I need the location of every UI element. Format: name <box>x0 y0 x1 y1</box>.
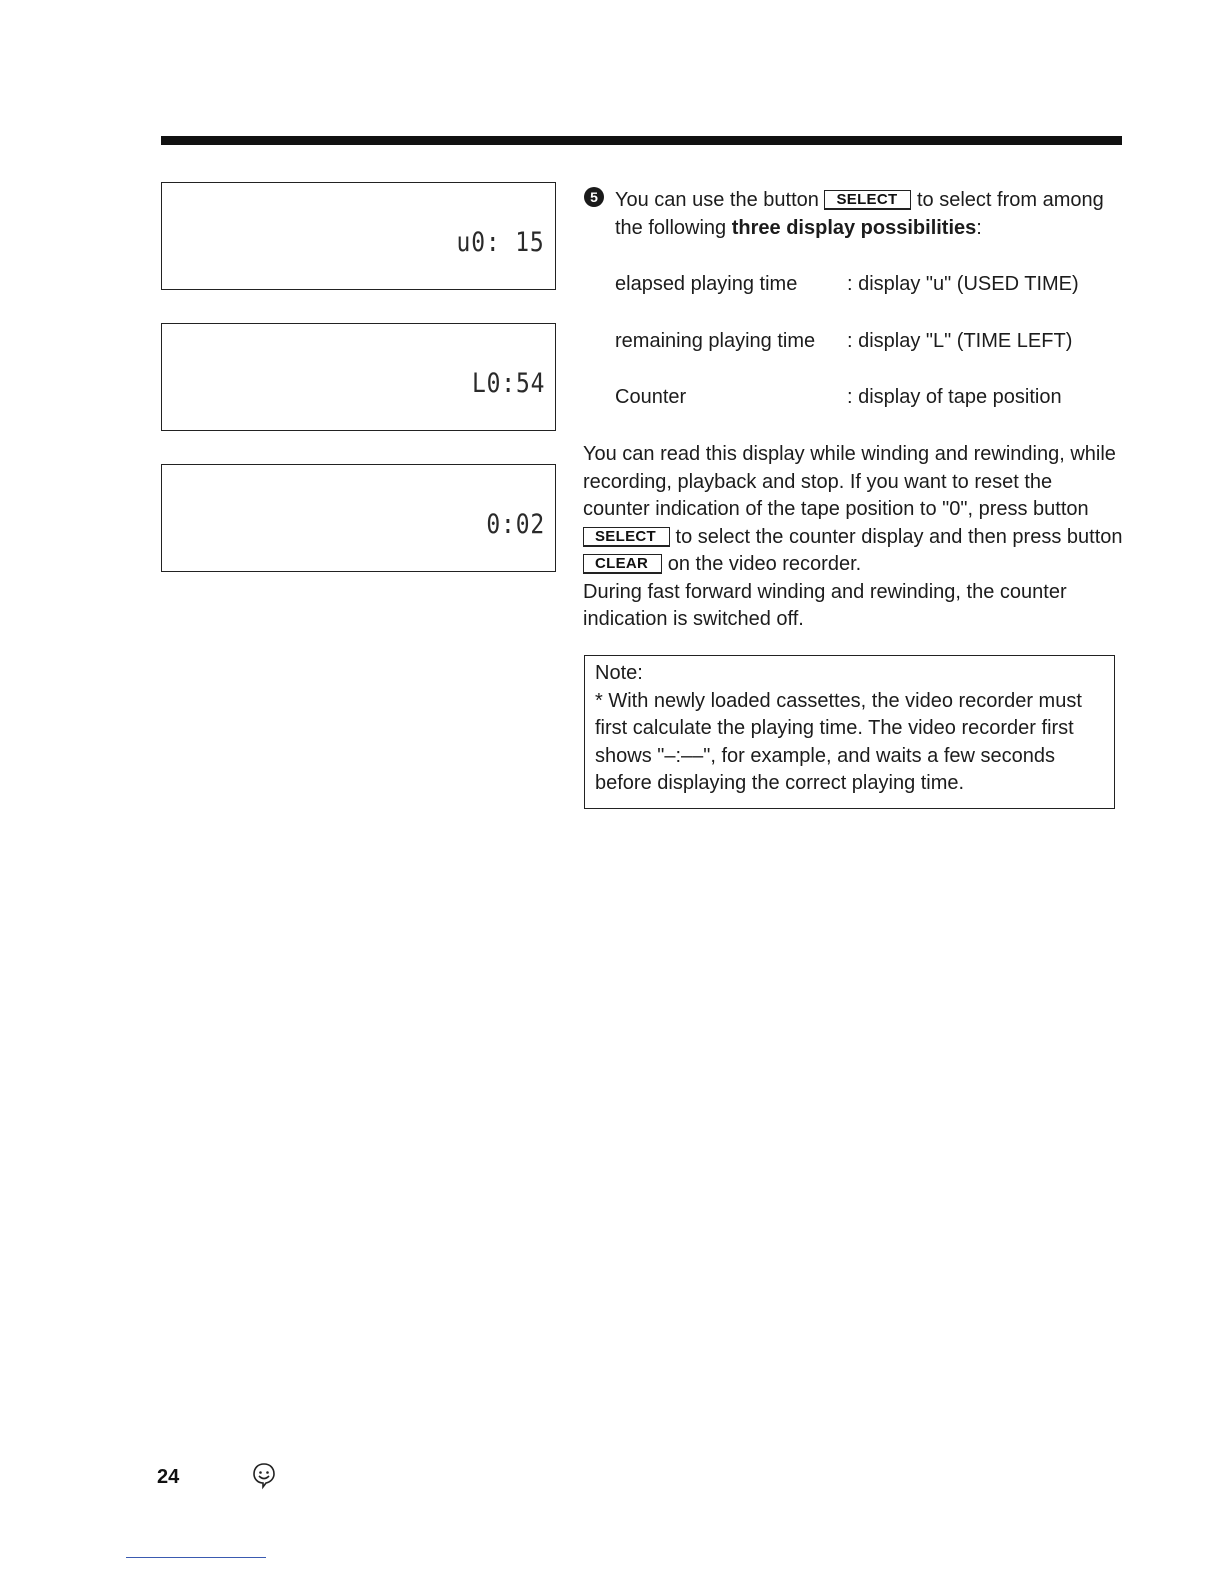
display-time-left <box>161 323 556 431</box>
clear-key: CLEAR <box>583 554 662 574</box>
display-value: 0:02 <box>486 509 545 540</box>
display-value: L0:54 <box>471 368 545 399</box>
option-label: elapsed playing time <box>615 273 798 295</box>
note-title: Note: <box>595 662 643 684</box>
top-rule <box>161 136 1122 145</box>
display-counter <box>161 464 556 572</box>
option-label: Counter <box>615 386 687 408</box>
option-desc: : display "L" (TIME LEFT) <box>847 330 1073 352</box>
option-desc: : display of tape position <box>847 386 1062 408</box>
smiley-logo-icon <box>250 1462 278 1490</box>
select-key: SELECT <box>583 527 670 547</box>
display-used-time <box>161 182 556 290</box>
bottom-line <box>126 1557 266 1558</box>
option-label: remaining playing time <box>615 330 816 352</box>
page-number: 24 <box>157 1466 180 1488</box>
step-bold-text: three display possibilities <box>731 216 977 239</box>
select-key: SELECT <box>824 190 911 210</box>
option-desc: : display "u" (USED TIME) <box>847 273 1079 295</box>
display-value: u0: 15 <box>456 227 545 258</box>
note-body: * With newly loaded cassettes, the video recorder must first calculate the playing time. The video recorder first shows "–:––", for example, and waits a few seconds before displaying the correct playing time. <box>595 689 1082 794</box>
step-number-badge: 5 <box>584 187 604 207</box>
note-box <box>584 655 1115 809</box>
step-intro: You can use the button SELECT to select from among the following three display possibilities: <box>615 189 1104 239</box>
counter-paragraph: You can read this display while winding and rewinding, while recording, playback and stop. If you want to reset the counter indication of the tape position to "0", press button SELECT to select the counter display and then press button CLEAR on the video recorder. During fast forward winding and rewinding, the counter indication is switched off. <box>583 443 1123 630</box>
